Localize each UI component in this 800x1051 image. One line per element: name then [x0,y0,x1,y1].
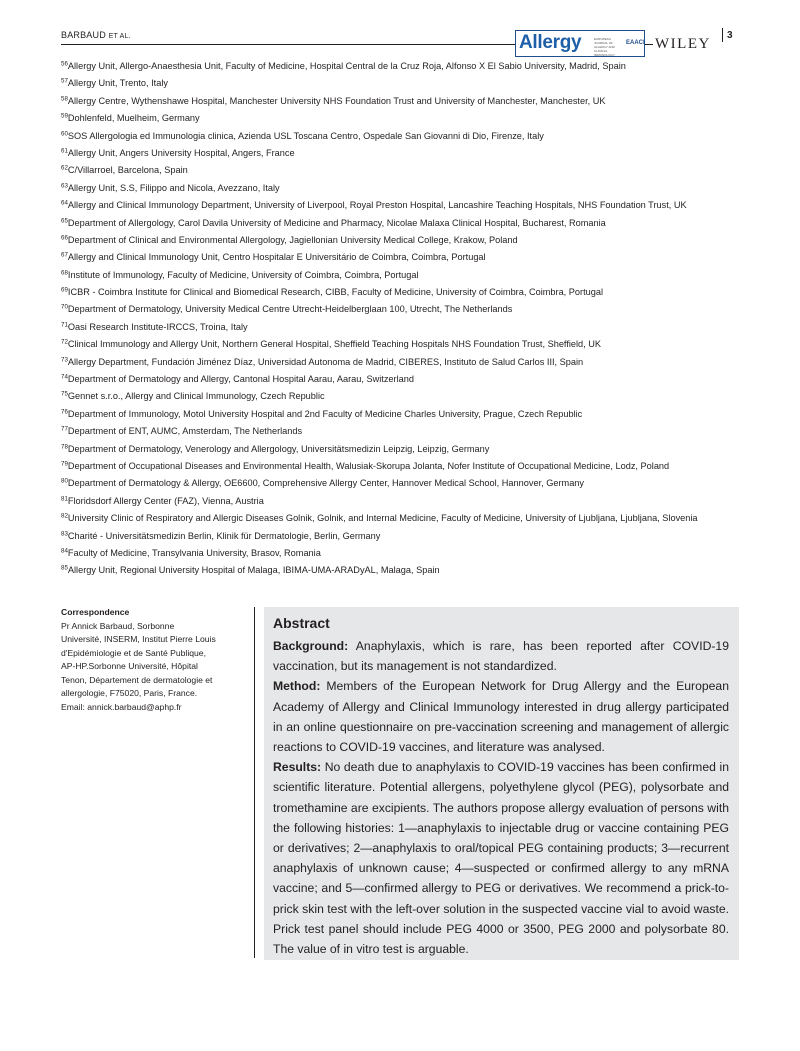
abstract-results [273,757,729,959]
affiliation-text: Allergy Unit, Regional University Hospital of Malaga, IBIMA-UMA-ARADyAL, Malaga, Spain [67,565,440,576]
affiliation-text: Department of Dermatology and Allergy, Cantonal Hospital Aarau, Aarau, Switzerland [67,374,414,385]
affiliation-text: Department of Dermatology, Venerology and Allergology, Universitätsmedizin Leipzig, Leipzig, Germany [67,443,490,454]
affiliation-number: 71 [61,321,68,329]
affiliation-text: Oasi Research Institute-IRCCS, Troina, Italy [67,321,248,332]
affiliation-text: Institute of Immunology, Faculty of Medicine, University of Coimbra, Coimbra, Portugal [67,269,419,280]
abstract-title: Abstract [273,615,330,631]
correspondence-line: allergologie, F75020, Paris, France. [61,688,198,698]
affiliation-number: 70 [61,303,68,311]
abstract-method [273,676,729,757]
affiliation-text: Allergy Unit, Angers University Hospital, Angers, France [67,147,295,158]
affiliation-number: 59 [61,112,68,120]
correspondence-line: Tenon, Département de dermatologie et [61,674,213,685]
correspondence-block [61,606,246,714]
affiliation-item [61,562,741,579]
affiliation-number: 85 [61,564,68,572]
correspondence-email[interactable]: Email: annick.barbaud@aphp.fr [61,701,182,712]
affiliation-item [61,180,741,197]
affiliation-number: 77 [61,425,68,433]
affiliation-item [61,249,741,266]
affiliation-item [61,145,741,162]
affiliation-number: 74 [61,373,68,381]
affiliation-item [61,388,741,405]
header-rule [61,44,515,45]
affiliation-text: Department of Clinical and Environmental Allergology, Jagiellonian University Medical College, Krakow, Poland [67,234,518,245]
affiliation-item [61,284,741,301]
affiliation-text: Department of ENT, AUMC, Amsterdam, The Netherlands [67,426,303,437]
affiliation-text: Dohlenfeld, Muelheim, Germany [67,113,200,124]
affiliation-number: 56 [61,60,68,68]
publisher-logo: WILEY [655,36,711,52]
affiliation-number: 76 [61,408,68,416]
affiliation-item [61,110,741,127]
column-divider [254,607,255,958]
affiliation-item [61,93,741,110]
affiliation-item [61,423,741,440]
affiliation-item [61,58,741,75]
affiliation-number: 61 [61,147,68,155]
affiliation-number: 82 [61,512,68,520]
affiliation-item [61,232,741,249]
affiliation-text: Gennet s.r.o., Allergy and Clinical Immunology, Czech Republic [67,391,325,402]
affiliation-item [61,475,741,492]
affiliation-item [61,493,741,510]
abstract-content [273,615,729,959]
correspondence-line: Université, INSERM, Institut Pierre Louis [61,634,216,644]
affiliation-item [61,319,741,336]
affiliation-item [61,75,741,92]
affiliation-text: Department of Dermatology & Allergy, OE6600, Comprehensive Allergy Center, Hannover Medical School, Hannover, Germany [67,478,585,489]
affiliation-text: Allergy and Clinical Immunology Department, University of Liverpool, Royal Preston Hospital, Lancashire Teaching Hospitals, NHS Foundation Trust, UK [67,200,687,211]
background-label: Background: [273,639,349,653]
affiliation-number: 72 [61,338,68,346]
affiliation-number: 69 [61,286,68,294]
affiliation-item [61,215,741,232]
correspondence-line: Pr Annick Barbaud, Sorbonne [61,620,175,631]
affiliation-number: 78 [61,443,68,451]
affiliation-text: Department of Dermatology, University Medical Centre Utrecht-Heidelberglaan 100, Utrecht, The Netherlands [67,304,513,315]
affiliation-item [61,162,741,179]
method-label: Method: [273,679,321,694]
affiliation-number: 83 [61,530,68,538]
affiliation-item [61,354,741,371]
affiliation-number: 67 [61,251,68,259]
affiliation-text: Department of Allergology, Carol Davila University of Medicine and Pharmacy, Nicolae Malaxa Clinical Hospital, Bucharest, Romania [67,217,606,228]
running-head [61,30,131,40]
affiliation-item [61,510,741,527]
affiliation-text: University Clinic of Respiratory and Allergic Diseases Golnik, Golnik, and Internal Medicine, Faculty of Medicine, University of Ljubljana, Ljubljana, Slovenia [67,513,698,524]
affiliation-number: 84 [61,547,68,555]
affiliation-number: 58 [61,95,68,103]
affiliation-text: Allergy Unit, Trento, Italy [67,78,168,89]
abstract-background [273,636,729,676]
affiliation-text: Allergy Unit, S.S, Filippo and Nicola, Avezzano, Italy [67,182,280,193]
affiliation-number: 57 [61,77,68,85]
affiliation-text: Allergy Centre, Wythenshawe Hospital, Manchester University NHS Foundation Trust and University of Manchester, Manchester, UK [67,95,606,106]
affiliation-text: Allergy and Clinical Immunology Unit, Centro Hospitalar E Universitário de Coimbra, Coimbra, Portugal [67,252,486,263]
affiliation-number: 75 [61,390,68,398]
journal-logo-subtitle: EUROPEAN JOURNAL OF ALLERGY AND CLINICAL IMMUNOLOGY [594,37,615,57]
affiliation-item [61,545,741,562]
running-head-etal: ET AL. [108,33,131,40]
affiliation-number: 80 [61,477,68,485]
affiliation-text: C/Villarroel, Barcelona, Spain [67,165,188,176]
affiliation-item [61,528,741,545]
affiliation-item [61,458,741,475]
affiliation-text: ICBR - Coimbra Institute for Clinical and Biomedical Research, CIBB, Faculty of Medicine, University of Coimbra, Coimbra, Portugal [67,287,604,298]
affiliation-number: 68 [61,269,68,277]
affiliation-text: Clinical Immunology and Allergy Unit, Northern General Hospital, Sheffield Teaching Hospitals NHS Foundation Trust, Sheffield, UK [67,339,602,350]
affiliation-number: 64 [61,199,68,207]
page-number-rule [722,28,723,42]
affiliation-text: Allergy Unit, Allergo-Anaesthesia Unit, Faculty of Medicine, Hospital Central de la Cruz Roja, Alfonso X El Sabio University, Madrid, Spain [67,61,626,71]
correspondence-line: AP-HP.Sorbonne Université, Hôpital [61,661,198,671]
affiliation-item [61,301,741,318]
affiliation-number: 63 [61,182,68,190]
affiliation-number: 81 [61,495,68,503]
affiliation-text: Department of Immunology, Motol University Hospital and 2nd Faculty of Medicine Charles University, Prague, Czech Republic [67,408,583,419]
method-text: Members of the European Network for Drug Allergy and the European Academy of Allergy and Clinical Immunology interested in drug allergy participated in an online questionnaire on pre-vaccination screening and management of allergic reactions to COVID-19 vaccines, and literature was analysed. [273,679,729,755]
affiliation-number: 73 [61,356,68,364]
affiliation-number: 62 [61,164,68,172]
abstract-box [264,607,739,960]
journal-logo-title: Allergy [519,32,582,53]
correspondence-heading: Correspondence [61,607,130,617]
affiliation-item [61,371,741,388]
publisher-dash [645,44,653,45]
background-text: Anaphylaxis, which is rare, has been reported after COVID-19 vaccination, but its management is not standardized. [273,639,729,674]
affiliation-item [61,128,741,145]
running-head-author: BARBAUD [61,30,106,40]
affiliation-text: Floridsdorf Allergy Center (FAZ), Vienna, Austria [67,495,264,506]
results-label: Results: [273,760,322,775]
affiliation-text: Allergy Department, Fundación Jiménez Díaz, Universidad Autonoma de Madrid, CIBERES, Instituto de Salud Carlos III, Spain [67,356,584,367]
affiliation-number: 79 [61,460,68,468]
affiliation-text: Charité - Universitätsmedizin Berlin, Klinik für Dermatologie, Berlin, Germany [67,530,381,541]
affiliation-number: 60 [61,130,68,138]
affiliation-item [61,197,741,214]
affiliation-list [61,58,741,580]
results-text: No death due to anaphylaxis to COVID-19 vaccines has been confirmed in scientific literature. Potential allergens, polyethylene glycol (PEG), polysorbate and tromethamine are excipients. The authors propose allergy evaluation of persons with the following histories: 1—anaphylaxis to injectable drug or vaccine containing PEG or derivatives; 2—anaphylaxis to oral/topical PEG containing products; 3—recurrent anaphylaxis of unknown cause; 4—suspected or confirmed allergy to any mRNA vaccine; and 5—confirmed allergy to PEG or derivatives. We recommend a prick-to-prick skin test with the left-over solution in the suspected vaccine vial to avoid waste. Prick test panel should include PEG 4000 or 3500, PEG 2000 and polysorbate 80. The value of in vitro test is arguable. [273,760,729,957]
affiliation-item [61,406,741,423]
page-number: 3 [727,30,733,41]
journal-logo [515,30,645,57]
correspondence-line: d'Epidémiologie et de Santé Publique, [61,647,206,658]
affiliation-number: 65 [61,217,68,225]
affiliation-item [61,336,741,353]
affiliation-number: 66 [61,234,68,242]
affiliation-text: SOS Allergologia ed Immunologia clinica, Azienda USL Toscana Centro, Ospedale San Giovanni di Dio, Firenze, Italy [67,130,544,141]
affiliation-text: Faculty of Medicine, Transylvania University, Brasov, Romania [67,547,321,558]
affiliation-item [61,267,741,284]
affiliation-text: Department of Occupational Diseases and Environmental Health, Walusiak-Skorupa Jolanta, Nofer Institute of Occupational Medicine, Lodz, Poland [67,460,670,471]
society-logo: EAACI [626,40,645,46]
affiliation-item [61,441,741,458]
